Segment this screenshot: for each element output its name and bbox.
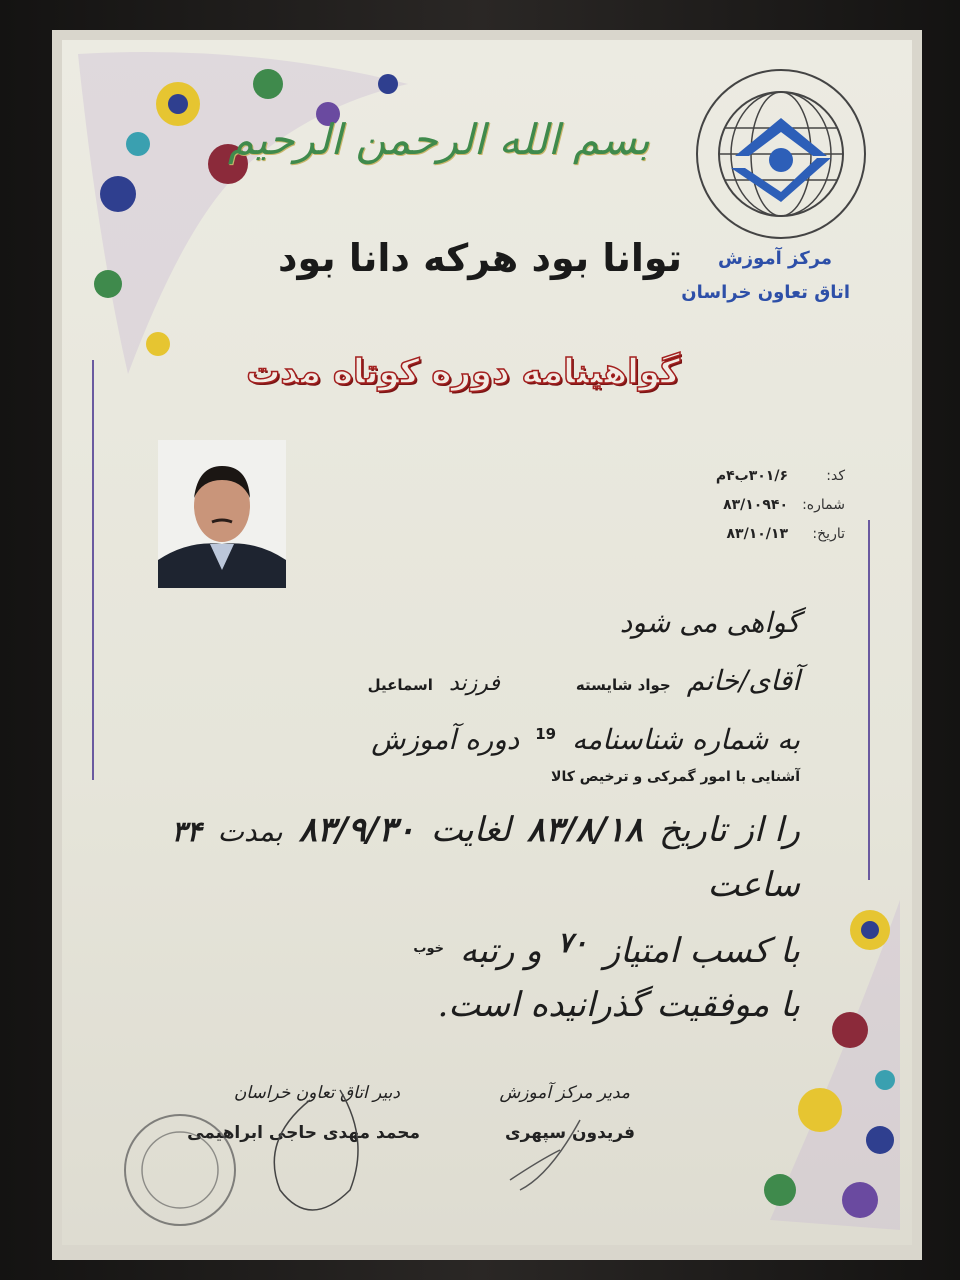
dates-row: [140, 808, 800, 906]
date-value: ۸۳/۱۰/۱۳: [726, 526, 788, 542]
date-label: تاریخ:: [812, 526, 845, 542]
signature-title-training-director: مدیر مرکز آموزش: [499, 1083, 630, 1103]
to-date: ۸۳/۹/۳۰: [298, 810, 415, 851]
child-of-label: فرزند: [448, 671, 500, 697]
rank-label: و رتبه: [460, 930, 542, 971]
id-label: به شماره شناسنامه: [572, 722, 800, 756]
id-number: 19: [535, 724, 557, 743]
holder-name: جواد شایسته: [575, 676, 671, 695]
border-line-right: [868, 520, 870, 880]
org-name-line2: اتاق تعاون خراسان: [681, 282, 850, 303]
from-label: را از تاریخ: [659, 810, 800, 851]
certify-text: گواهی می شود: [619, 606, 800, 639]
motto: توانا بود هرکه دانا بود: [278, 236, 682, 280]
signatures-and-seal: [110, 1080, 610, 1230]
org-name-line1: مرکز آموزش: [717, 248, 833, 269]
passed-text: با موفقیت گذرانیده است.: [437, 984, 800, 1025]
duration-label: بمدت: [217, 815, 283, 849]
certify-row: [140, 605, 800, 641]
course-name: آشنایی با امور گمرکی و ترخیص کالا: [551, 769, 800, 786]
duration-value: ۳۴: [171, 815, 202, 849]
score-value: ۷۰: [557, 925, 588, 959]
signature-title-secretary: دبیر اتاق تعاون خراسان: [233, 1083, 400, 1103]
holder-photo: [158, 440, 286, 588]
border-line-left: [92, 360, 94, 780]
floral-corner-top-left: [68, 44, 428, 384]
code-value: ۳۰۱/۶ب۴م: [715, 468, 788, 484]
father-name: اسماعیل: [367, 676, 433, 695]
mr-mrs-label: آقای/خانم: [686, 664, 800, 698]
number-value: ۸۳/۱۰۹۴۰: [723, 497, 788, 513]
course-row: [140, 722, 800, 787]
signature-name-training-director: فریدون سپهری: [505, 1123, 635, 1143]
rank-value: خوب: [413, 940, 445, 956]
score-label: با کسب امتیاز: [603, 930, 800, 971]
signature-name-secretary: محمد مهدی حاجی ابراهیمی: [187, 1123, 420, 1143]
chamber-of-cooperative-logo: [695, 68, 867, 240]
number-label: شماره:: [802, 497, 845, 513]
holder-row: [140, 663, 800, 699]
hours-label: ساعت: [707, 864, 800, 905]
from-date: ۸۳/۸/۱۸: [526, 810, 643, 851]
certificate-body: [140, 605, 800, 1027]
basmala-calligraphy: بسم الله الرحمن الرحیم: [227, 115, 650, 164]
to-label: لغایت: [430, 810, 511, 851]
result-row: [140, 925, 800, 1027]
certificate-title: گواهینامه دوره کوتاه مدت: [246, 352, 680, 392]
course-label: دوره آموزش: [371, 722, 520, 756]
code-label: کد:: [826, 468, 845, 484]
